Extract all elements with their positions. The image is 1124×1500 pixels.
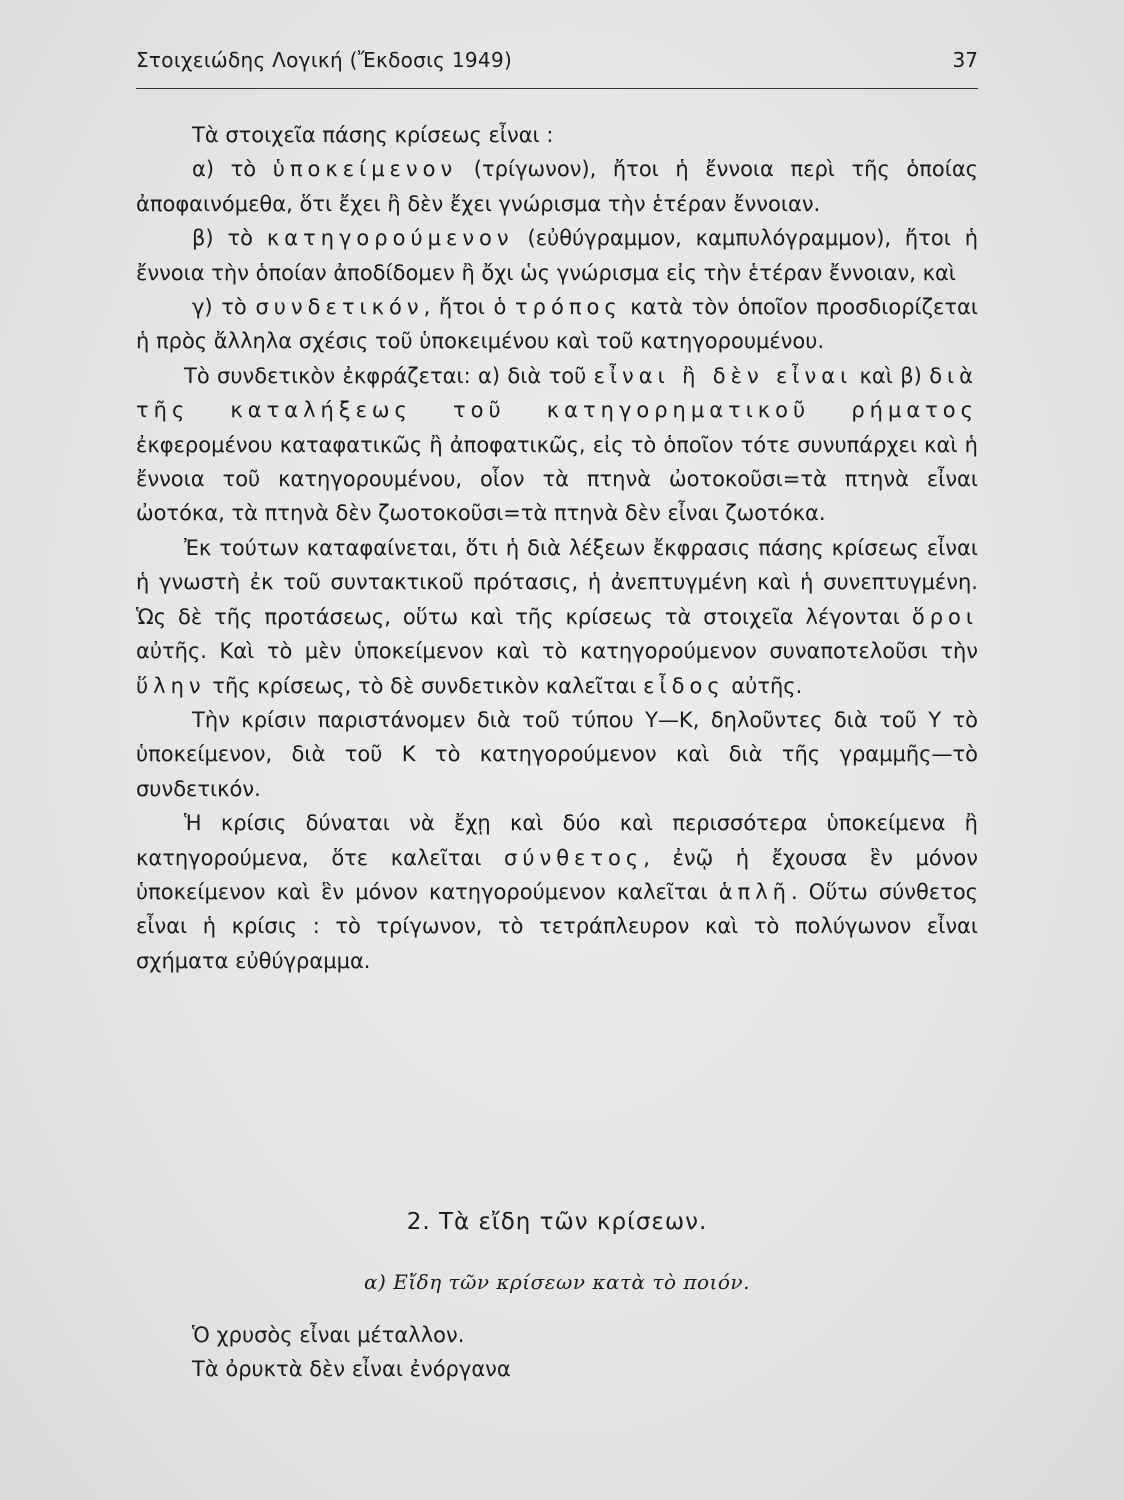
example-line: Τὰ ὀρυκτὰ δὲν εἶναι ἐνόργανα [192, 1357, 511, 1381]
section-heading: 2. Τὰ εἴδη τῶν κρίσεων. [406, 1209, 708, 1235]
term-verb-ending: διὰ τῆς καταλήξεως τοῦ κατηγορηματικοῦ ρήματος [136, 363, 978, 423]
paragraph-compound-simple: Ἡ κρίσις δύναται νὰ ἔχῃ καὶ δύο καὶ περισσότερα ὑποκείμενα ἢ κατηγορούμενα, ὅτε καλεῖται σύνθετος, ἐνῷ ἡ ἔχουσα ἓν μόνον ὑποκείμενον καὶ ἓν μόνον κατηγορούμενον καλεῖται ἁπλῆ. Οὕτω σύνθετος εἶναι ἡ κρίσις : τὸ τρίγωνον, τὸ τετράπλευρον καὶ τὸ πολύγωνον εἶναι σχήματα εὐθύγραμμα. [136, 811, 978, 973]
term-matter: ὕλην [136, 673, 206, 698]
example-line: Ὁ χρυσὸς εἶναι μέταλλον. [192, 1323, 465, 1347]
term-terms: ὅροι [911, 604, 978, 629]
term-simple: ἁπλῆ [718, 879, 791, 904]
paragraph-predicate: β) τὸ κατηγορούμενον (εὐθύγραμμον, καμπυλόγραμμον), ἤτοι ἡ ἔννοια τὴν ὁποίαν ἀποδίδομεν ἢ ὄχι ὡς γνώρισμα εἰς τὴν ἑτέραν ἔννοιαν, καὶ [136, 226, 979, 285]
paragraph-copula: γ) τὸ συνδετικόν, ἤτοι ὁ τρόπος κατὰ τὸν ὁποῖον προσδιορίζεται ἡ πρὸς ἄλληλα σχέσις τοῦ ὑποκειμένου καὶ τοῦ κατηγορουμένου. [136, 295, 978, 354]
paragraph-copula-expression: Τὸ συνδετικὸν ἐκφράζεται: α) διὰ τοῦ εἶναι ἢ δὲν εἶναι καὶ β) διὰ τῆς καταλήξεως τοῦ κατηγορηματικοῦ ρήματος ἐκφερομένου καταφατικῶς ἢ ἀποφατικῶς, εἰς τὸ ὁποῖον τότε συνυπάρχει καὶ ἡ ἔννοια τοῦ κατηγορουμένου, οἷον τὰ πτηνὰ ὠοτοκοῦσι=τὰ πτηνὰ εἶναι ὠοτόκα, τὰ πτηνὰ δὲν ζωοτοκοῦσι=τὰ πτηνὰ δὲν εἶναι ζωοτόκα. [136, 363, 978, 526]
paragraph-subject: α) τὸ ὑποκείμενον (τρίγωνον), ἤτοι ἡ ἔννοια περὶ τῆς ὁποίας ἀποφαινόμεθα, ὅτι ἔχει ἢ δὲν ἔχει γνώρισμα τὴν ἑτέραν ἔννοιαν. [136, 157, 978, 216]
term-predicate: κατηγορούμενον [266, 226, 514, 251]
term-form: εἶδος [643, 673, 725, 698]
body-text [136, 118, 978, 978]
running-header [136, 44, 978, 89]
page-number: 37 [952, 48, 978, 72]
term-subject: ὑποκείμενον [272, 157, 458, 182]
paragraph-elements-intro: Τὰ στοιχεῖα πάσης κρίσεως εἶναι : [192, 123, 554, 147]
paragraph-terms: Ἐκ τούτων καταφαίνεται, ὅτι ἡ διὰ λέξεων ἔκφρασις πάσης κρίσεως εἶναι ἡ γνωστὴ ἐκ τοῦ συντακτικοῦ πρότασις, ἡ ἀνεπτυγμένη καὶ ἡ συνεπτυγμένη. Ὡς δὲ τῆς προτάσεως, οὕτω καὶ τῆς κρίσεως τὰ στοιχεῖα λέγονται ὅροι αὐτῆς. Καὶ τὸ μὲν ὑποκείμενον καὶ τὸ κατηγορούμενον συναποτελοῦσι τὴν ὕλην τῆς κρίσεως, τὸ δὲ συνδετικὸν καλεῖται εἶδος αὐτῆς. [136, 535, 978, 698]
term-manner: τρόπος [515, 295, 622, 320]
term-copula: συνδετικόν [255, 295, 424, 320]
term-compound: σύνθετος [504, 845, 644, 870]
term-to-be: εἶναι ἢ δὲν εἶναι [593, 363, 853, 388]
section-subheading: α) Εἴδη τῶν κρίσεων κατὰ τὸ ποιόν. [364, 1270, 750, 1294]
paragraph-formula: Τὴν κρίσιν παριστάνομεν διὰ τοῦ τύπου Υ—Κ, δηλοῦντες διὰ τοῦ Υ τὸ ὑποκείμενον, διὰ τοῦ Κ τὸ κατηγορούμενον καὶ διὰ τῆς γραμμῆς—τὸ συνδετικόν. [136, 707, 978, 801]
running-title: Στοιχειώδης Λογική (Ἔκδοσις 1949) [136, 48, 513, 72]
